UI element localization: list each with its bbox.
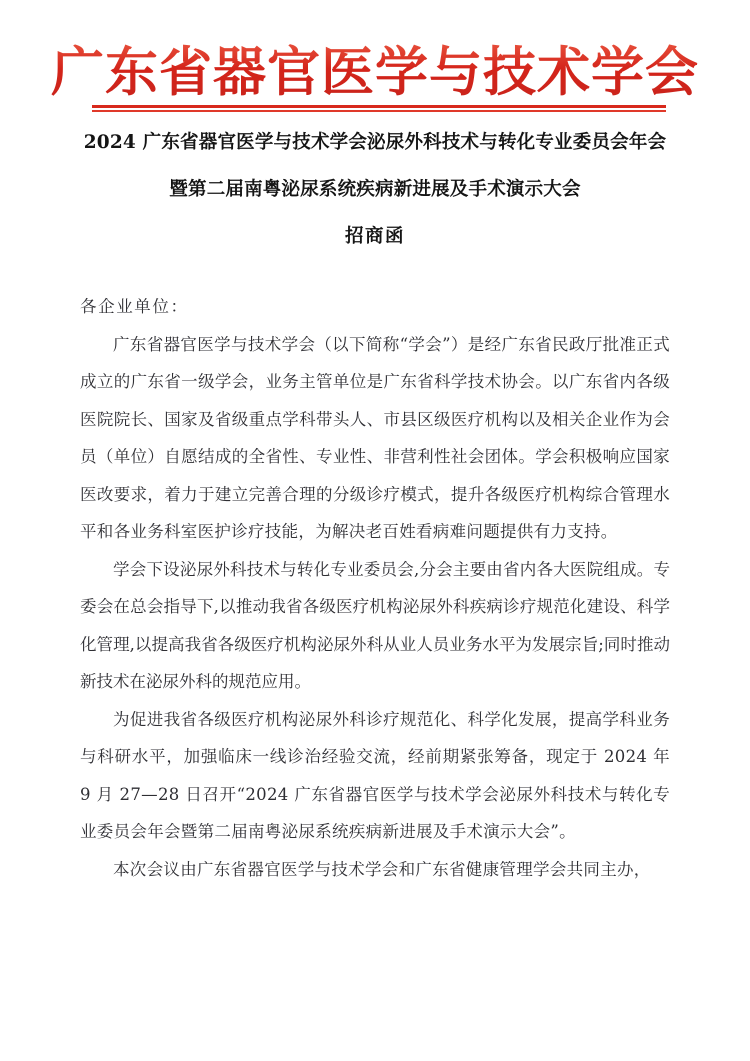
body-paragraph-2: 学会下设泌尿外科技术与转化专业委员会,分会主要由省内各大医院组成。专委会在总会指导下,以推动我省各级医疗机构泌尿外科疾病诊疗规范化建设、科学化管理,以提高我省各级医疗机构泌尿外科从业人员业务水平为发展宗旨;同时推动新技术在泌尿外科的规范应用。 [80,559,670,691]
body-paragraph-3: 为促进我省各级医疗机构泌尿外科诊疗规范化、科学化发展，提高学科业务与科研水平，加强临床一线诊治经验交流，经前期紧张筹备，现定于 2024 年 9 月 27—28 日召开“2024 广东省器官医学与技术学会泌尿外科技术与转化专业委员会年会暨第二届南粤泌尿系统疾病新进展及手术演示大会”。 [80,709,670,841]
salutation: 各企业单位： [80,297,189,316]
body-paragraph-4: 本次会议由广东省器官医学与技术学会和广东省健康管理学会共同主办， [113,859,651,879]
letterhead-divider [92,105,666,112]
document-heading [0,131,750,249]
organization-title: 广东省器官医学与技术学会 [0,42,750,102]
body-paragraph-1: 广东省器官医学与技术学会（以下简称“学会”）是经广东省民政厅批准正式成立的广东省一级学会，业务主管单位是广东省科学技术协会。以广东省内各级医院院长、国家及省级重点学科带头人、市县区级医疗机构以及相关企业作为会员（单位）自愿结成的全省性、专业性、非营利性社会团体。学会积极响应国家医改要求，着力于建立完善合理的分级诊疗模式，提升各级医疗机构综合管理水平和各业务科室医护诊疗技能，为解决老百姓看病难问题提供有力支持。 [80,334,670,541]
heading-line-1: 2024 广东省器官医学与技术学会泌尿外科技术与转化专业委员会年会 [83,132,667,153]
letterhead-rule-thin [92,110,666,112]
heading-line-2: 暨第二届南粤泌尿系统疾病新进展及手术演示大会 [169,179,581,200]
document-body [80,288,670,888]
heading-line-3: 招商函 [344,226,405,247]
letterhead-rule-thick [92,105,666,108]
letterhead [0,42,750,102]
